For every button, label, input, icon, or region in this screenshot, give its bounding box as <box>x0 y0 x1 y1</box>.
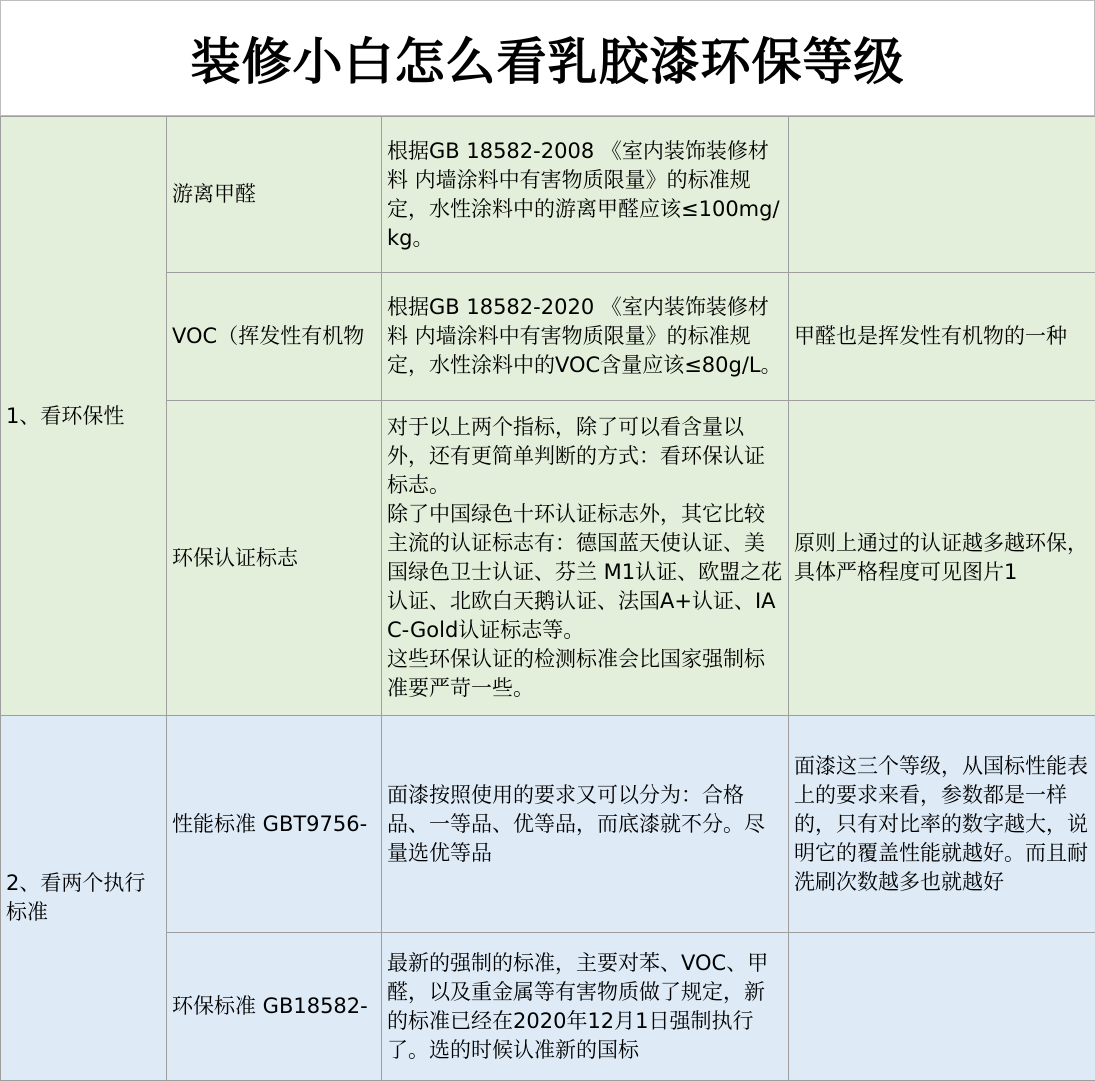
detail-paragraph: 对于以上两个指标，除了可以看含量以外，还有更简单判断的方式：看环保认证标志。 <box>387 413 784 500</box>
detail-paragraph: 除了中国绿色十环认证标志外，其它比较主流的认证标志有：德国蓝天使认证、美国绿色卫士认证、芬兰 M1认证、欧盟之花认证、北欧白天鹅认证、法国A+认证、IAC-Gold认证标志等。 <box>387 500 784 645</box>
note-cell: 面漆这三个等级，从国标性能表上的要求来看，参数都是一样的，只有对比率的数字越大，说明它的覆盖性能就越好。而且耐洗刷次数越多也就越好 <box>789 716 1095 933</box>
item-cell: 性能标准 GBT9756- <box>167 716 382 933</box>
item-cell: 游离甲醛 <box>167 117 382 273</box>
detail-cell <box>382 401 789 716</box>
note-cell: 原则上通过的认证越多越环保，具体严格程度可见图片1 <box>789 401 1095 716</box>
note-cell: 甲醛也是挥发性有机物的一种 <box>789 273 1095 401</box>
detail-paragraph: 这些环保认证的检测标准会比国家强制标准要严苛一些。 <box>387 645 784 703</box>
detail-cell <box>382 933 789 1081</box>
note-cell <box>789 933 1095 1081</box>
detail-paragraph: 面漆按照使用的要求又可以分为：合格品、一等品、优等品，而底漆就不分。尽量选优等品 <box>387 781 784 868</box>
detail-paragraph: 根据GB 18582-2008 《室内装饰装修材料 内墙涂料中有害物质限量》的标准规定，水性涂料中的游离甲醛应该≤100mg/kg。 <box>387 137 784 253</box>
detail-paragraph: 根据GB 18582-2020 《室内装饰装修材料 内墙涂料中有害物质限量》的标准规定，水性涂料中的VOC含量应该≤80g/L。 <box>387 293 784 380</box>
info-table <box>0 116 1095 1081</box>
item-cell: 环保认证标志 <box>167 401 382 716</box>
item-cell: 环保标准 GB18582- <box>167 933 382 1081</box>
section-heading-standards: 2、看两个执行标准 <box>1 716 167 1081</box>
table-row <box>1 716 1095 933</box>
table-row <box>1 117 1095 273</box>
detail-cell <box>382 117 789 273</box>
section-heading-environment: 1、看环保性 <box>1 117 167 716</box>
detail-paragraph: 最新的强制的标准，主要对苯、VOC、甲醛，以及重金属等有害物质做了规定，新的标准已经在2020年12月1日强制执行了。选的时候认准新的国标 <box>387 949 784 1065</box>
detail-cell <box>382 716 789 933</box>
detail-cell <box>382 273 789 401</box>
note-cell <box>789 117 1095 273</box>
item-cell: VOC（挥发性有机物 <box>167 273 382 401</box>
page-title: 装修小白怎么看乳胶漆环保等级 <box>0 0 1095 116</box>
